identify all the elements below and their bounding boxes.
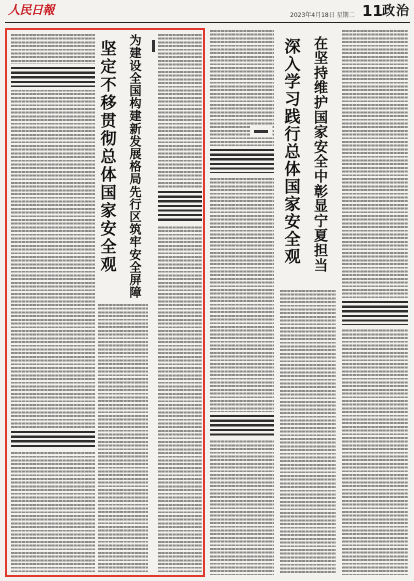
headline-line-2: 坚定不移贯彻总体国家安全观 [98,40,117,274]
headline-line-1: 为建设全国构建新发展格局先行区筑牢安全屏障 [128,34,142,299]
section-name: 政治 [382,4,411,19]
author-byline [150,38,156,54]
masthead-logo: 人民日報 [8,3,55,17]
section-subheading [158,188,202,226]
body-text-column [280,290,336,575]
section-subheading [11,64,95,90]
issue-date: 2023年4月18日 星期二 [290,12,355,19]
body-text-column [11,34,95,572]
page-number: 11 [362,2,383,20]
headline-line-2: 深入学习践行总体国家安全观 [282,38,301,266]
body-text-column [158,34,202,572]
header-rule [5,22,410,23]
section-subheading [210,412,274,440]
section-subheading [342,298,408,328]
headline-line-1: 在坚持维护国家安全中彰显宁夏担当 [312,36,328,273]
author-byline [250,126,272,136]
body-text-column [98,304,148,572]
section-subheading [11,428,95,452]
section-subheading [210,146,274,176]
body-text-column [210,30,274,575]
